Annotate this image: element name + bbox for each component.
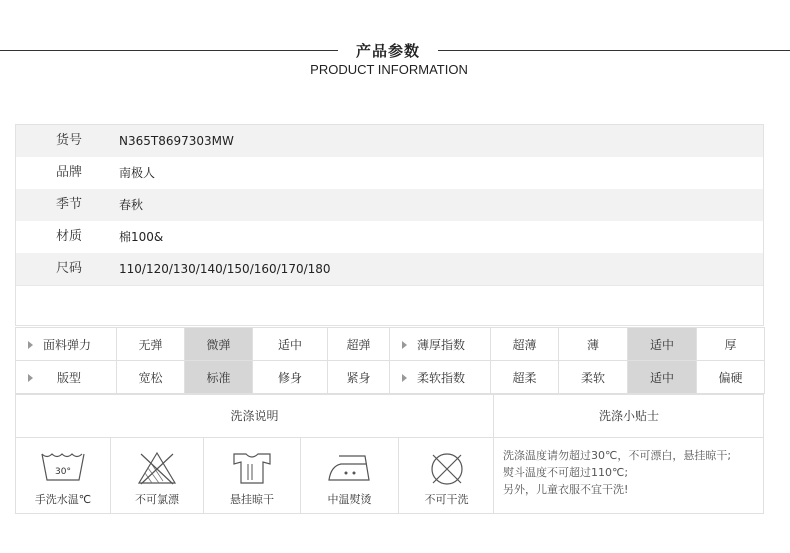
- info-key: 货号: [56, 133, 83, 148]
- tip-line: 另外，儿童衣服不宜干洗!: [503, 483, 629, 496]
- section-header: [0, 0, 790, 120]
- care-label: 中温熨烫: [327, 493, 372, 506]
- info-row-brand: [16, 157, 763, 189]
- care-item-hand-wash: [16, 438, 111, 513]
- info-value: 110/120/130/140/150/160/170/180: [119, 262, 331, 276]
- title-cn: 产品参数: [355, 42, 420, 60]
- attr-heading: 柔软指数: [390, 361, 491, 394]
- triangle-icon: [28, 374, 33, 382]
- attr-heading: 版型: [16, 361, 117, 394]
- iron-medium-icon: [325, 450, 375, 484]
- care-label: 不可干洗: [424, 493, 469, 506]
- info-value: N365T8697303MW: [119, 134, 234, 148]
- triangle-icon: [402, 374, 407, 382]
- info-row-sku: [16, 125, 763, 157]
- info-key: 材质: [56, 229, 83, 244]
- care-label: 手洗水温℃: [34, 493, 92, 506]
- attr-heading: 面料弹力: [16, 328, 117, 361]
- attr-option: 超薄: [491, 328, 559, 361]
- attr-option: 偏硬: [697, 361, 765, 394]
- attr-option-selected: 适中: [628, 361, 697, 394]
- attr-option: 紧身: [328, 361, 390, 394]
- attr-option: 超弹: [328, 328, 390, 361]
- triangle-icon: [28, 341, 33, 349]
- attr-heading: 薄厚指数: [390, 328, 491, 361]
- info-blank-row: [16, 285, 763, 325]
- header-left-rule: [0, 50, 338, 51]
- attr-option: 厚: [697, 328, 765, 361]
- wash-instructions-title: 洗涤说明: [16, 395, 494, 438]
- no-dry-clean-icon: [427, 450, 467, 488]
- attr-option: 薄: [559, 328, 628, 361]
- care-item-no-dry-clean: [399, 438, 494, 513]
- tip-line: 熨斗温度不可超过110℃;: [503, 466, 629, 479]
- attr-option: 超柔: [491, 361, 559, 394]
- triangle-icon: [402, 341, 407, 349]
- care-label: 不可氯漂: [135, 493, 179, 506]
- attr-option: 柔软: [559, 361, 628, 394]
- attr-option: 宽松: [117, 361, 185, 394]
- product-info-table: [15, 124, 764, 326]
- info-row-season: [16, 189, 763, 221]
- care-item-hang-dry: [204, 438, 301, 513]
- header-right-rule: [438, 50, 790, 51]
- attr-option: 适中: [253, 328, 328, 361]
- title-en: PRODUCT INFORMATION: [310, 62, 468, 77]
- info-row-material: [16, 221, 763, 253]
- no-bleach-icon: [135, 450, 179, 486]
- info-value: 棉100&: [119, 230, 164, 244]
- tub-temperature: 30°: [55, 467, 71, 477]
- info-key: 尺码: [56, 261, 83, 276]
- care-label: 悬挂晾干: [230, 493, 274, 506]
- wash-tips-title: 洗涤小贴士: [494, 395, 764, 438]
- attr-row-1: [16, 328, 765, 361]
- tip-line: 洗涤温度请勿超过30℃，不可漂白，悬挂晾干;: [503, 449, 732, 462]
- hang-dry-icon: [230, 450, 274, 486]
- info-key: 季节: [56, 197, 83, 212]
- attr-option: 无弹: [117, 328, 185, 361]
- attr-option: 修身: [253, 361, 328, 394]
- care-item-iron: [301, 438, 399, 513]
- wash-icons: [16, 438, 494, 513]
- info-value: 春秋: [119, 198, 144, 212]
- attr-row-2: [16, 361, 765, 394]
- info-value: 南极人: [119, 166, 156, 180]
- care-item-no-bleach: [111, 438, 204, 513]
- attr-option-selected: 适中: [628, 328, 697, 361]
- wash-care-panel: [15, 394, 764, 514]
- hand-wash-icon: [39, 450, 87, 484]
- attr-option-selected: 微弹: [185, 328, 253, 361]
- info-row-size: [16, 253, 763, 285]
- info-key: 品牌: [56, 165, 83, 180]
- wash-tips-text: [494, 438, 764, 513]
- attr-option-selected: 标准: [185, 361, 253, 394]
- attribute-table: [15, 327, 765, 394]
